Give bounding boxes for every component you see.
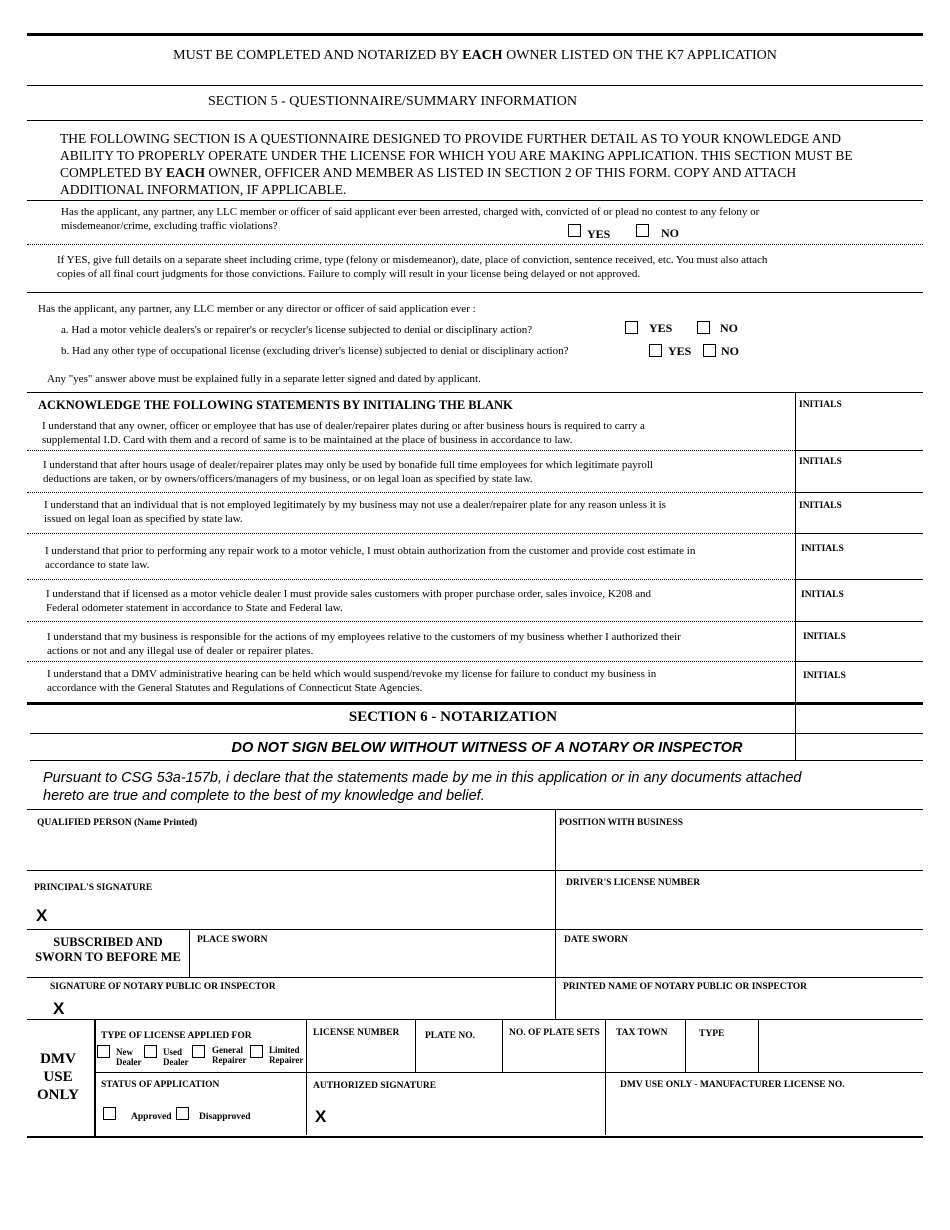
dotted-rule: [27, 621, 795, 622]
header-post: OWNER LISTED ON THE K7 APPLICATION: [506, 48, 777, 63]
disapproved-checkbox[interactable]: [176, 1107, 189, 1120]
rule: [27, 392, 923, 393]
ack-statement-7: I understand that a DMV administrative hearing can be held which would suspend/revoke my license for failure to conduct my business in accordance with the General Statutes and Regulations of Connecticut State Agencies.: [47, 668, 657, 694]
place-sworn-label: PLACE SWORN: [197, 935, 268, 945]
principal-signature-field[interactable]: X: [36, 906, 48, 925]
rule: [30, 733, 923, 734]
ack-statement-2: I understand that after hours usage of dealer/repairer plates may only be used by bonafide full time employees for which legitimate payroll deductions are taken, or by owners/officers/managers of my business, or on legal loan as specified by state law.: [43, 459, 653, 485]
notary-signature-field[interactable]: X: [53, 999, 65, 1018]
yes-label: YES: [668, 344, 692, 358]
criminal-no-checkbox[interactable]: [636, 224, 649, 237]
subscribed-label: SUBSCRIBED AND SWORN TO BEFORE ME: [35, 935, 181, 964]
new-dealer-label: New Dealer: [116, 1047, 142, 1067]
general-repairer-checkbox[interactable]: [192, 1045, 205, 1058]
limited-repairer-label: Limited Repairer: [269, 1045, 304, 1065]
rule: [795, 492, 923, 493]
notary-signature-label: SIGNATURE OF NOTARY PUBLIC OR INSPECTOR: [50, 982, 276, 992]
dotted-rule: [27, 661, 795, 662]
dotted-rule: [27, 450, 795, 451]
yes-label: YES: [587, 227, 611, 241]
tax-town-label: TAX TOWN: [616, 1028, 668, 1038]
criminal-note: [57, 253, 917, 281]
disapproved-label: Disapproved: [199, 1112, 251, 1122]
initials-label: INITIALS: [799, 457, 842, 467]
ack-statement-1: I understand that any owner, officer or employee that has use of dealer/repairer plates during or after business hours is required to carry a supplemental I.D. Card with them and a record of same is to be maintained at the place of business in accordance to law.: [42, 420, 645, 446]
criminal-yes-checkbox[interactable]: [568, 224, 581, 237]
question-criminal: [61, 205, 911, 233]
ack-statement-6: I understand that my business is responsible for the actions of my employees relative to the customers of my business whether I authorized their actions or not and any illegal use of dealer or repairer plates.: [47, 631, 681, 657]
section6-rule: [27, 702, 923, 705]
initials-label: INITIALS: [799, 400, 842, 410]
grid-divider: [605, 1019, 606, 1135]
used-dealer-checkbox[interactable]: [144, 1045, 157, 1058]
question-line: Has the applicant, any partner, any LLC member or officer of said applicant ever been arrested, charged with, convicted of or plead no contest to any felony or: [61, 206, 760, 218]
note-line: If YES, give full details on a separate sheet including crime, type (felony or misdemeanor), date, place of conviction, sentence received, etc. You must also attach: [57, 254, 768, 266]
bottom-rule: [27, 1136, 923, 1138]
status-label: STATUS OF APPLICATION: [101, 1080, 220, 1090]
declaration: Pursuant to CSG 53a-157b, i declare that the statements made by me in this application or in any documents attached hereto are true and complete to the best of my knowledge and belief.: [43, 770, 802, 804]
section6-title: SECTION 6 - NOTARIZATION: [348, 709, 558, 725]
rule: [27, 977, 923, 978]
grid-divider: [502, 1019, 503, 1072]
rule: [27, 929, 923, 930]
acknowledge-heading: ACKNOWLEDGE THE FOLLOWING STATEMENTS BY INITIALING THE BLANK: [38, 398, 513, 412]
authorized-signature-label: AUTHORIZED SIGNATURE: [313, 1081, 437, 1091]
question-a-no-checkbox[interactable]: [697, 321, 710, 334]
note-line: copies of all final court judgments for those convictions. Failure to comply will result in your license being delayed or not approved.: [57, 268, 641, 280]
section5-intro: [60, 130, 920, 198]
type-label: TYPE: [699, 1029, 725, 1039]
rule: [27, 85, 923, 86]
intro-line: ADDITIONAL INFORMATION, IF APPLICABLE.: [60, 182, 347, 197]
license-question-a: a. Had a motor vehicle dealers's or repairer's or recycler's license subjected to denial or disciplinary action?: [61, 324, 533, 336]
intro-line: THE FOLLOWING SECTION IS A QUESTIONNAIRE DESIGNED TO PROVIDE FURTHER DETAIL AS TO YOUR KNOWLEDGE AND: [60, 131, 841, 146]
license-number-label: LICENSE NUMBER: [313, 1028, 400, 1038]
dmv-use-only: DMV USE ONLY: [37, 1051, 79, 1103]
no-label: NO: [721, 344, 739, 358]
grid-divider: [685, 1019, 686, 1072]
dmv-divider: [94, 1019, 96, 1138]
initials-label: INITIALS: [803, 671, 846, 681]
rule: [795, 450, 923, 451]
intro-line: COMPLETED BY EACH OWNER, OFFICER AND MEMBER AS LISTED IN SECTION 2 OF THIS FORM. COPY AND ATTACH: [60, 165, 797, 180]
question-line: misdemeanor/crime, excluding traffic violations?: [61, 220, 278, 232]
yes-label: YES: [649, 321, 673, 335]
grid-divider: [415, 1019, 416, 1072]
dotted-rule: [27, 244, 923, 245]
rule: [27, 200, 923, 201]
grid-divider: [306, 1019, 307, 1135]
yes-answer-note: Any "yes" answer above must be explained fully in a separate letter signed and dated by applicant.: [47, 373, 481, 385]
rule: [795, 579, 923, 580]
grid-divider: [555, 809, 556, 1019]
rule: [94, 1072, 923, 1073]
position-label: POSITION WITH BUSINESS: [559, 818, 683, 828]
manufacturer-license-label: DMV USE ONLY - MANUFACTURER LICENSE NO.: [620, 1080, 845, 1090]
form-header: [27, 47, 923, 64]
license-type-label: TYPE OF LICENSE APPLIED FOR: [101, 1031, 252, 1041]
rule: [795, 533, 923, 534]
dotted-rule: [27, 492, 795, 493]
initials-label: INITIALS: [801, 590, 844, 600]
license-question-b: b. Had any other type of occupational license (excluding driver's license) subjected to denial or disciplinary action?: [61, 345, 569, 357]
rule: [27, 1019, 923, 1020]
dotted-rule: [27, 533, 795, 534]
limited-repairer-checkbox[interactable]: [250, 1045, 263, 1058]
initials-label: INITIALS: [799, 501, 842, 511]
notary-warning: DO NOT SIGN BELOW WITHOUT WITNESS OF A NOTARY OR INSPECTOR: [231, 740, 743, 756]
date-sworn-label: DATE SWORN: [564, 935, 628, 945]
ack-statement-4: I understand that prior to performing any repair work to a motor vehicle, I must obtain authorization from the customer and provide cost estimate in accordance to state law.: [45, 545, 696, 571]
qualified-person-label: QUALIFIED PERSON (Name Printed): [37, 818, 198, 828]
ack-statement-5: I understand that if licensed as a motor vehicle dealer I must provide sales customers with proper purchase order, sales invoice, K208 and Federal odometer statement in accordance to State and Federal law.: [46, 588, 651, 614]
license-question-intro: Has the applicant, any partner, any LLC member or any director or officer of said application ever :: [38, 303, 476, 315]
question-a-yes-checkbox[interactable]: [625, 321, 638, 334]
plate-no-label: PLATE NO.: [425, 1031, 475, 1041]
no-label: NO: [661, 226, 679, 240]
rule: [27, 870, 923, 871]
rule: [27, 809, 923, 810]
question-b-no-checkbox[interactable]: [703, 344, 716, 357]
authorized-signature-field[interactable]: X: [315, 1107, 327, 1126]
approved-label: Approved: [131, 1112, 172, 1122]
drivers-license-label: DRIVER'S LICENSE NUMBER: [566, 878, 701, 888]
plate-sets-label: NO. OF PLATE SETS: [509, 1028, 600, 1038]
used-dealer-label: Used Dealer: [163, 1047, 189, 1067]
grid-divider: [189, 929, 190, 977]
rule: [27, 292, 923, 293]
ack-statement-3: I understand that an individual that is not employed legitimately by my business may not use a dealer/repairer plate for any reason unless it is issued on legal loan as specified by state law.: [44, 499, 666, 525]
question-b-yes-checkbox[interactable]: [649, 344, 662, 357]
rule: [795, 661, 923, 662]
notary-printed-label: PRINTED NAME OF NOTARY PUBLIC OR INSPECTOR: [563, 982, 808, 992]
principal-signature-label: PRINCIPAL'S SIGNATURE: [34, 883, 153, 893]
new-dealer-checkbox[interactable]: [97, 1045, 110, 1058]
section5-title: SECTION 5 - QUESTIONNAIRE/SUMMARY INFORMATION: [208, 94, 577, 109]
intro-line: ABILITY TO PROPERLY OPERATE UNDER THE LICENSE FOR WHICH YOU ARE MAKING APPLICATION. THIS SECTION MUST BE: [60, 148, 853, 163]
initials-label: INITIALS: [801, 544, 844, 554]
header-pre: MUST BE COMPLETED AND NOTARIZED BY: [173, 48, 459, 63]
header-bold: EACH: [462, 48, 503, 63]
rule: [795, 621, 923, 622]
rule: [30, 760, 923, 761]
grid-divider: [758, 1019, 759, 1072]
initials-label: INITIALS: [803, 632, 846, 642]
no-label: NO: [720, 321, 738, 335]
approved-checkbox[interactable]: [103, 1107, 116, 1120]
rule: [27, 120, 923, 121]
dotted-rule: [27, 579, 795, 580]
general-repairer-label: General Repairer: [212, 1045, 247, 1065]
top-rule: [27, 33, 923, 36]
